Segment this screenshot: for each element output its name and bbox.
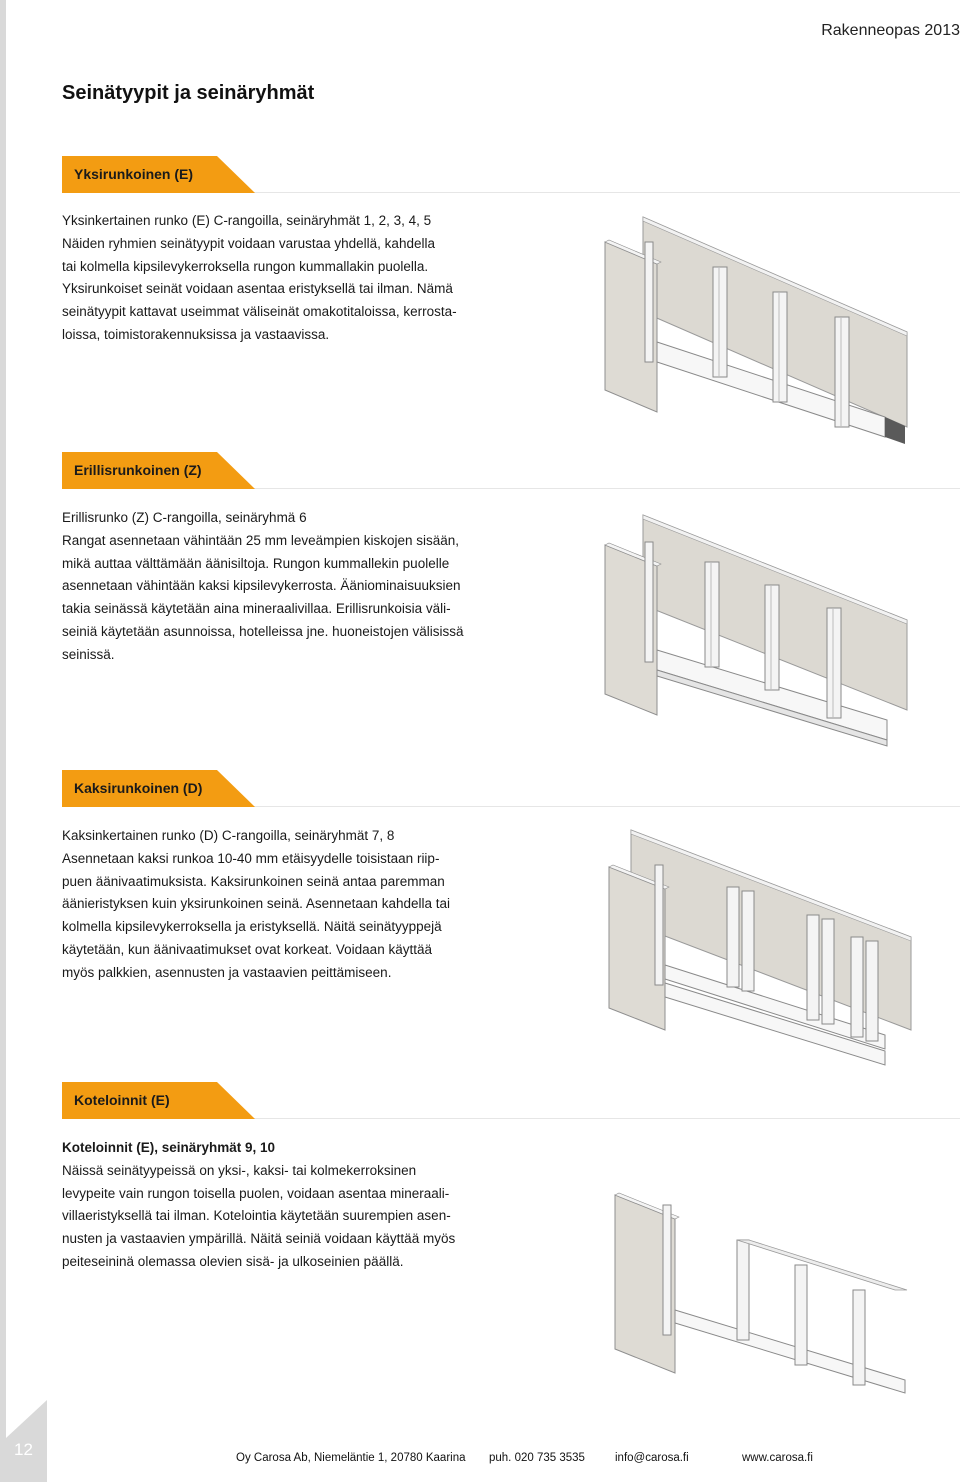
text-line: mikä auttaa välttämään äänisiltoja. Rungon kummallekin puolelle: [62, 555, 450, 571]
section-text-kaksirunkoinen: [62, 825, 512, 985]
left-margin-inner: [6, 0, 47, 1400]
casing-wall-illustration: [595, 1135, 915, 1395]
section-tab-erillisrunkoinen: [62, 452, 255, 489]
text-line: Näissä seinätyypeissä on yksi-, kaksi- tai kolmekerroksinen: [62, 1162, 417, 1178]
text-line: puen äänivaatimuksista. Kaksirunkoinen seinä antaa paremman: [62, 873, 445, 889]
footer-company: Oy Carosa Ab, Niemeläntie 1, 20780 Kaarina: [236, 1452, 466, 1464]
text-line: äänieristyksen kuin yksirunkoinen seinä. Asennetaan kahdella tai: [62, 896, 450, 912]
footer-phone: puh. 020 735 3535: [489, 1452, 585, 1464]
section-tab-label: Kaksirunkoinen (D): [74, 780, 203, 796]
text-line: käytetään, kun äänivaatimukset ovat korkeat. Voidaan käyttää: [62, 941, 432, 957]
text-line: seiniä käytetään asunnoissa, hotelleissa jne. huoneistojen välisissä: [62, 623, 464, 639]
page-corner-fold: [6, 1400, 47, 1438]
section-tab-kaksirunkoinen: [62, 770, 255, 807]
double-frame-wall-illustration: [595, 825, 915, 1070]
section-tab-yksirunkoinen: [62, 156, 255, 193]
text-line: Kaksinkertainen runko (D) C-rangoilla, seinäryhmät 7, 8: [62, 828, 395, 843]
single-frame-wall-illustration: [595, 212, 915, 457]
text-line: villaeristyksellä tai ilman. Kotelointia käytetään suurempien asen-: [62, 1208, 451, 1224]
section-tab-label: Yksirunkoinen (E): [74, 166, 194, 182]
text-line: Yksinkertainen runko (E) C-rangoilla, seinäryhmät 1, 2, 3, 4, 5: [62, 213, 432, 228]
publication-title: Rakenneopas 2013: [821, 22, 960, 39]
text-line: Yksirunkoiset seinät voidaan asentaa eristyksellä tai ilman. Nämä: [62, 281, 453, 297]
section-tab-koteloinnit: [62, 1082, 255, 1119]
text-line: Näiden ryhmien seinätyypit voidaan varustaa yhdellä, kahdella: [62, 235, 435, 251]
text-line: takia seinässä käytetään aina mineraalivillaa. Erillisrunkoisia väli-: [62, 601, 451, 617]
text-line: nusten ja vastaavien ympärillä. Näitä seiniä voidaan käyttää myös: [62, 1231, 456, 1247]
footer-email[interactable]: info@carosa.fi: [615, 1452, 689, 1464]
section-tab-label: Erillisrunkoinen (Z): [74, 462, 202, 478]
section-text-erillisrunkoinen: [62, 507, 512, 667]
page-number: 12: [14, 1440, 33, 1459]
section-subheading: Koteloinnit (E), seinäryhmät 9, 10: [62, 1140, 276, 1155]
text-line: kolmella kipsilevykerroksella ja eristyksellä. Näitä seinätyyppejä: [62, 919, 442, 935]
text-line: peiteseininä olemassa olevien sisä- ja ulkoseinien päällä.: [62, 1253, 404, 1269]
text-line: asennetaan vähintään kaksi kipsilevykerrosta. Ääniominaisuuksien: [62, 578, 461, 594]
section-text-koteloinnit: [62, 1137, 512, 1274]
text-line: levypeite vain rungon toisella puolen, voidaan asentaa mineraali-: [62, 1185, 450, 1201]
text-line: Erillisrunko (Z) C-rangoilla, seinäryhmä 6: [62, 510, 307, 525]
text-line: seinissä.: [62, 646, 115, 662]
text-line: tai kolmella kipsilevykerroksella rungon kummallakin puolella.: [62, 258, 429, 274]
separate-frame-wall-illustration: [595, 510, 915, 755]
page-title: Seinätyypit ja seinäryhmät: [62, 82, 315, 104]
text-line: myös palkkien, asennusten ja vastaavien peittämiseen.: [62, 964, 392, 980]
text-line: Rangat asennetaan vähintään 25 mm leveämpien kiskojen sisään,: [62, 532, 459, 548]
text-line: Asennetaan kaksi runkoa 10-40 mm etäisyydelle toisistaan riip-: [62, 850, 440, 866]
section-text-yksirunkoinen: [62, 210, 512, 347]
text-line: loissa, toimistorakennuksissa ja vastaavissa.: [62, 326, 330, 342]
footer-website[interactable]: www.carosa.fi: [742, 1452, 813, 1464]
text-line: seinätyypit kattavat useimmat väliseinät omakotitaloissa, kerrosta-: [62, 304, 457, 320]
section-tab-label: Koteloinnit (E): [74, 1092, 170, 1108]
